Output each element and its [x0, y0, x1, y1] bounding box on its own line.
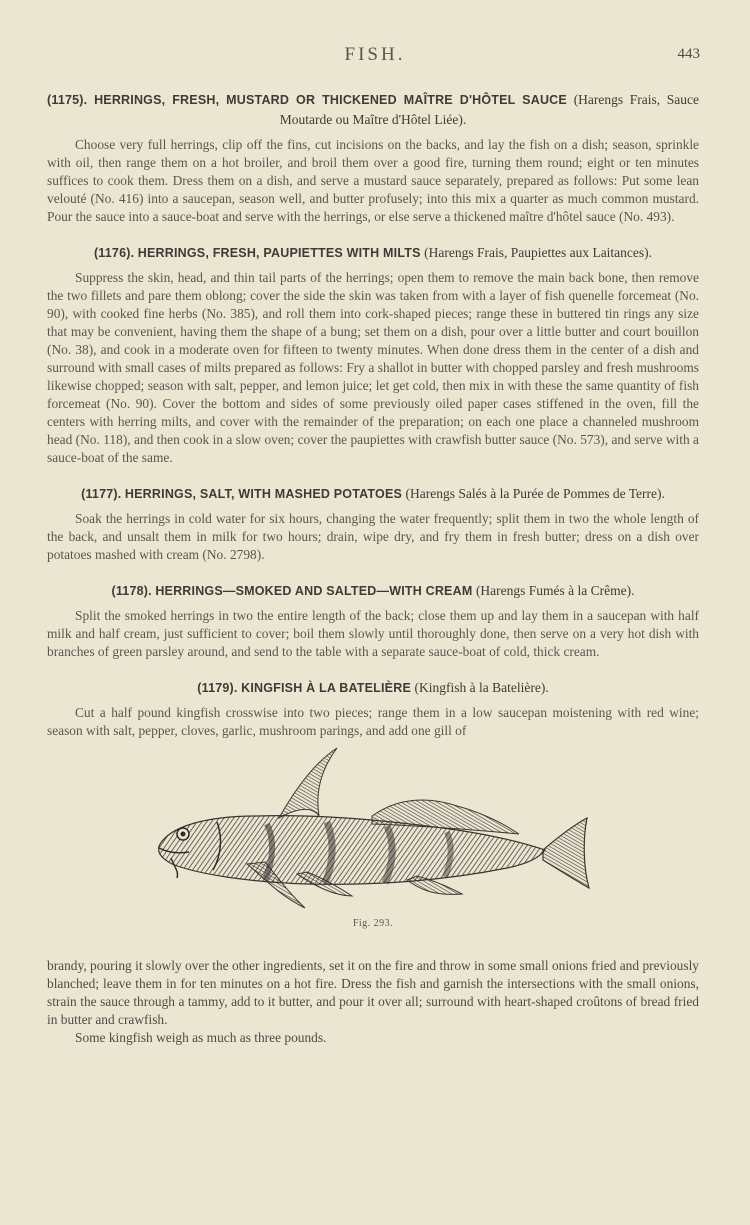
recipe-french-name: (Harengs Fumés à la Crême).	[475, 583, 635, 598]
figure-kingfish	[47, 746, 699, 931]
recipe-name: HERRINGS—SMOKED AND SALTED—WITH CREAM	[155, 584, 473, 598]
recipe-body: Split the smoked herrings in two the entire length of the back; close them up and lay them in a saucepan with half milk and half cream, just sufficient to cover; boil them slowly until thoroughly done, then serve on a very hot dish with branches of green parsley around, and send to the table with a separate sauce-boat of cold, thick cream.	[47, 608, 699, 659]
recipe-title	[47, 90, 699, 130]
recipe-name: HERRINGS, FRESH, PAUPIETTES WITH MILTS	[137, 246, 421, 260]
recipe-name: KINGFISH À LA BATELIÈRE	[241, 681, 411, 695]
recipe-title	[47, 484, 699, 504]
recipe-1179-note: Some kingfish weigh as much as three pounds.	[75, 1030, 327, 1045]
running-title: FISH.	[344, 44, 406, 65]
recipe-french-name: (Kingfish à la Batelière).	[414, 680, 549, 695]
recipe-1178	[47, 581, 699, 661]
recipe-number: (1175).	[47, 93, 88, 107]
recipe-name: HERRINGS, FRESH, MUSTARD OR THICKENED MAÎTRE D'HÔTEL SAUCE	[94, 93, 567, 107]
recipe-french-name: (Harengs Frais, Sauce Moutarde ou Maître d'Hôtel Liée).	[279, 92, 699, 127]
recipe-body: Cut a half pound kingfish crosswise into two pieces; range them in a low saucepan moistening with red wine; season with salt, pepper, cloves, garlic, mushroom parings, and add one gill of	[47, 705, 699, 738]
recipe-title	[47, 581, 699, 601]
recipe-body: Suppress the skin, head, and thin tail parts of the herrings; open them to remove the main back bone, then remove the two fillets and pare them oblong; cover the side the skin was taken from with a layer of fish quenelle forcemeat (No. 90), with cooked fine herbs (No. 385), and roll them into cork-shaped pieces; range these in buttered tin rings any size that may be convenient, having them the shape of a bung; set them on a dish, pour over a little butter and court bouillon (No. 38), and cook in a moderate oven for fifteen to twenty minutes. When done dress them in the center of a dish and surround with small cases of milts prepared as follows: Fry a shallot in butter with chopped parsley and fresh mushrooms likewise chopped; season with salt, pepper, and lemon juice; let get cold, then mix in with these the same quantity of fish forcemeat (No. 90). Cover the bottom and sides of some previously oiled paper cases stiffened in the oven, fill the centers with herring milts, and cover with the remainder of the preparation; on each one place a channeled mushroom head (No. 118), and then cook in a slow oven; cover the paupiettes with crawfish butter sauce (No. 573), and serve with a sauce-boat of the same.	[47, 270, 699, 465]
recipe-body: Choose very full herrings, clip off the fins, cut incisions on the backs, and lay the fish on a dish; season, sprinkle with oil, then range them on a hot broiler, and broil them over a good fire, turning them round; eight or ten minutes suffices to cook them. Dress them on a dish, and serve a mustard sauce separately, prepared as follows: Put some lean velouté (No. 416) into a saucepan, season well, and butter profusely; into this mix a quarter as much common mustard. Pour the sauce into a sauce-boat and serve with the herrings, or else serve a thickened maître d'hôtel sauce (No. 493).	[47, 137, 699, 224]
recipe-title	[47, 243, 699, 263]
recipe-1179	[47, 678, 699, 740]
recipe-body: Soak the herrings in cold water for six hours, changing the water frequently; split them in two the whole length of the back, and unsalt them in milk for two hours; drain, wipe dry, and fry them in fresh butter; dress on a dish over potatoes mashed with cream (No. 2798).	[47, 511, 699, 562]
recipe-number: (1176).	[93, 246, 135, 260]
recipe-1177	[47, 484, 699, 564]
recipe-1175	[47, 90, 699, 226]
recipe-french-name: (Harengs Salés à la Purée de Pommes de Terre).	[405, 486, 665, 501]
page-number: 443	[677, 46, 700, 62]
kingfish-icon	[147, 746, 597, 916]
recipe-1179-continuation: brandy, pouring it slowly over the other ingredients, set it on the fire and throw in some small onions fried and previously blanched; leave them in for ten minutes on a hot fire. Dress the fish and garnish the intersections with the small onions, strain the sauce through a tammy, add to it butter, and pour it over all; surround with heart-shaped croûtons of bread fried in butter and crawfish.	[47, 958, 699, 1027]
recipe-number: (1179).	[197, 681, 238, 695]
running-head	[0, 40, 750, 70]
recipe-number: (1178).	[111, 584, 152, 598]
page-content	[47, 90, 699, 1047]
recipe-name: HERRINGS, SALT, WITH MASHED POTATOES	[124, 487, 403, 501]
recipe-1176	[47, 243, 699, 467]
recipe-number: (1177).	[81, 487, 122, 501]
recipe-title	[47, 678, 699, 698]
recipe-french-name: (Harengs Frais, Paupiettes aux Laitances).	[424, 245, 653, 260]
figure-caption: Fig. 293.	[352, 918, 394, 929]
